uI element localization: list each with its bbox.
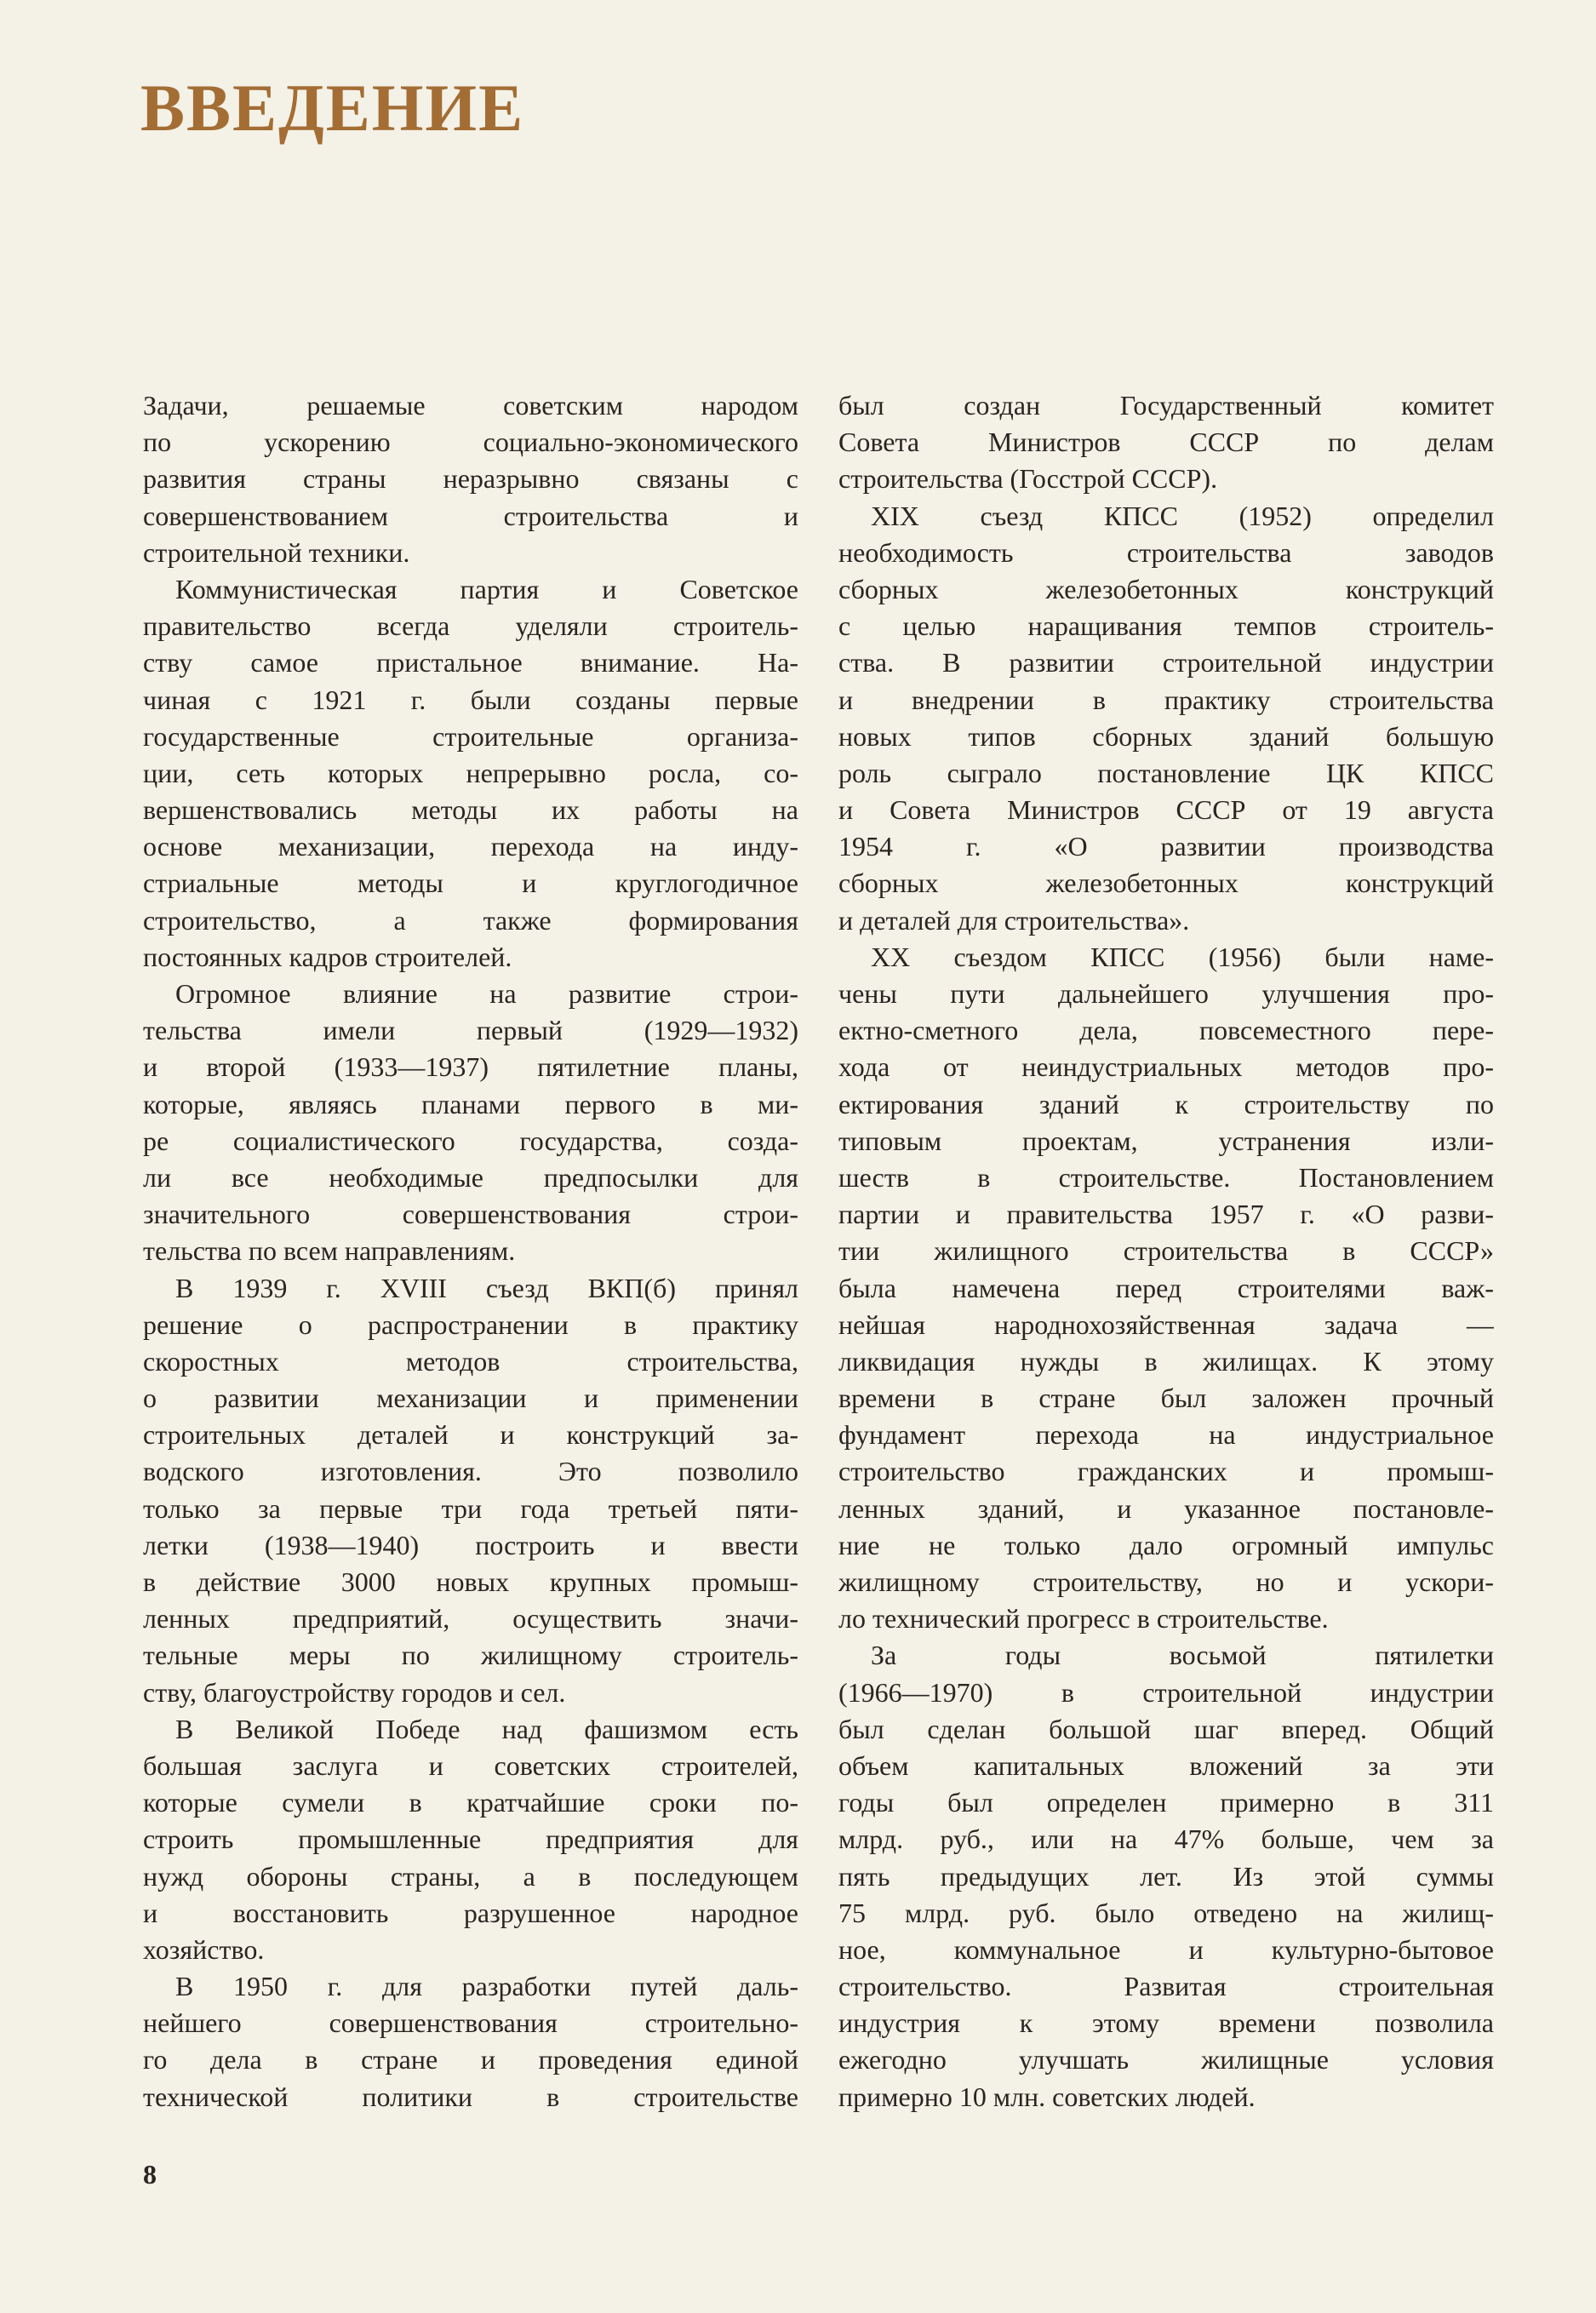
text-line: ежегодно улучшать жилищные условия [838, 2044, 1494, 2075]
text-line: ре социалистического государства, созда- [143, 1125, 798, 1156]
text-line: сборных железобетонных конструкций [838, 573, 1494, 604]
text-line: государственные строительные организа- [143, 720, 798, 752]
text-line: Задачи, решаемые советским народом [143, 390, 798, 421]
text-line: о развитии механизации и применении [143, 1383, 798, 1414]
text-line: и второй (1933—1937) пятилетние планы, [143, 1051, 798, 1083]
text-column-right [838, 387, 1494, 2115]
text-line: водского изготовления. Это позволило [143, 1456, 798, 1487]
text-line: была намечена перед строителями важ- [838, 1272, 1494, 1303]
text-line: роль сыграло постановление ЦК КПСС [838, 757, 1494, 788]
text-line: вершенствовались методы их работы на [143, 794, 798, 826]
text-line: 75 млрд. руб. было отведено на жилищ- [838, 1897, 1494, 1928]
text-line: примерно 10 млн. советских людей. [838, 2081, 1256, 2112]
text-line: необходимость строительства заводов [838, 536, 1494, 568]
text-line: Огромное влияние на развитие строи- [175, 978, 798, 1009]
text-line: ние не только дало огромный импульс [838, 1529, 1494, 1560]
text-line: тельства по всем направлениям. [143, 1235, 516, 1267]
text-line: ектно-сметного дела, повсеместного пере- [838, 1015, 1494, 1046]
text-line: В 1939 г. XVIII съезд ВКП(б) принял [175, 1272, 798, 1303]
text-column-left [143, 387, 798, 2115]
text-line: решение о распространении в практику [143, 1308, 798, 1340]
text-line: которые сумели в кратчайшие сроки по- [143, 1787, 798, 1818]
text-line: ликвидация нужды в жилищах. К этому [838, 1345, 1494, 1377]
text-line: пять предыдущих лет. Из этой суммы [838, 1860, 1494, 1892]
text-line: которые, являясь планами первого в ми- [143, 1088, 798, 1119]
text-line: нужд обороны страны, а в последующем [143, 1860, 798, 1892]
text-line: ции, сеть которых непрерывно росла, со- [143, 757, 798, 788]
text-line: шеств в строительстве. Постановлением [838, 1161, 1494, 1193]
text-line: стриальные методы и круглогодичное [143, 867, 798, 899]
text-line: ло технический прогресс в строительстве. [838, 1603, 1329, 1635]
text-line: строить промышленные предприятия для [143, 1823, 798, 1855]
page-title: ВВЕДЕНИЕ [140, 71, 525, 145]
text-line: и внедрении в практику строительства [838, 684, 1494, 715]
text-line: совершенствованием строительства и [143, 500, 798, 531]
text-line: строительство, а также формирования [143, 904, 798, 936]
text-line: в действие 3000 новых крупных промыш- [143, 1566, 798, 1597]
text-line: тельные меры по жилищному строитель- [143, 1640, 798, 1671]
text-line: новых типов сборных зданий большую [838, 720, 1494, 752]
text-line: тии жилищного строительства в СССР» [838, 1235, 1494, 1267]
text-line: ству самое пристальное внимание. На- [143, 647, 798, 678]
text-line: строительства (Госстрой СССР). [838, 463, 1218, 495]
text-line: хозяйство. [143, 1933, 265, 1965]
text-line: ленных зданий, и указанное постановле- [838, 1492, 1494, 1524]
text-line: строительной техники. [143, 536, 410, 568]
text-line: времени в стране был заложен прочный [838, 1383, 1494, 1414]
text-line: ленных предприятий, осуществить значи- [143, 1603, 798, 1635]
text-line: ли все необходимые предпосылки для [143, 1161, 798, 1193]
text-line: и восстановить разрушенное народное [143, 1897, 798, 1928]
text-line: по ускорению социально-экономического [143, 427, 798, 458]
text-line: значительного совершенствования строи- [143, 1199, 798, 1230]
text-line: тельства имели первый (1929—1932) [143, 1015, 798, 1046]
text-line: и Совета Министров СССР от 19 августа [838, 794, 1494, 826]
text-line: технической политики в строительстве [143, 2081, 798, 2112]
text-line: партии и правительства 1957 г. «О разви- [838, 1199, 1494, 1230]
text-line: ектирования зданий к строительству по [838, 1088, 1494, 1119]
text-line: (1966—1970) в строительной индустрии [838, 1676, 1494, 1708]
text-line: и деталей для строительства». [838, 904, 1190, 936]
page-number: 8 [143, 2159, 157, 2190]
text-line: развития страны неразрывно связаны с [143, 463, 798, 495]
text-line: жилищному строительству, но и ускори- [838, 1566, 1494, 1597]
text-line: летки (1938—1940) построить и ввести [143, 1529, 798, 1560]
text-line: ное, коммунальное и культурно-бытовое [838, 1933, 1494, 1965]
text-line: го дела в стране и проведения единой [143, 2044, 798, 2075]
text-line: За годы восьмой пятилетки [871, 1640, 1494, 1671]
text-line: индустрия к этому времени позволила [838, 2007, 1494, 2039]
text-line: 1954 г. «О развитии производства [838, 831, 1494, 862]
text-line: правительство всегда уделяли строитель- [143, 610, 798, 642]
text-line: большая заслуга и советских строителей, [143, 1749, 798, 1781]
text-line: хода от неиндустриальных методов про- [838, 1051, 1494, 1083]
text-line: чены пути дальнейшего улучшения про- [838, 978, 1494, 1009]
text-line: только за первые три года третьей пяти- [143, 1492, 798, 1524]
text-line: ству, благоустройству городов и сел. [143, 1676, 566, 1708]
text-line: нейшего совершенствования строительно- [143, 2007, 798, 2039]
text-line: фундамент перехода на индустриальное [838, 1419, 1494, 1451]
text-line: строительных деталей и конструкций за- [143, 1419, 798, 1451]
text-line: был сделан большой шаг вперед. Общий [838, 1713, 1494, 1744]
text-line: В 1950 г. для разработки путей даль- [175, 1971, 798, 2002]
text-line: скоростных методов строительства, [143, 1345, 798, 1377]
text-line: млрд. руб., или на 47% больше, чем за [838, 1823, 1494, 1855]
text-line: строительство гражданских и промыш- [838, 1456, 1494, 1487]
text-line: Коммунистическая партия и Советское [175, 573, 798, 604]
text-line: постоянных кадров строителей. [143, 941, 512, 972]
text-line: строительство. Развитая строительная [838, 1971, 1494, 2002]
text-line: чиная с 1921 г. были созданы первые [143, 684, 798, 715]
text-line: основе механизации, перехода на инду- [143, 831, 798, 862]
text-line: был создан Государственный комитет [838, 390, 1494, 421]
text-line: типовым проектам, устранения изли- [838, 1125, 1494, 1156]
text-line: XX съездом КПСС (1956) были наме- [871, 941, 1494, 972]
text-line: XIX съезд КПСС (1952) определил [871, 500, 1494, 531]
text-line: сборных железобетонных конструкций [838, 867, 1494, 899]
text-line: ства. В развитии строительной индустрии [838, 647, 1494, 678]
text-line: объем капитальных вложений за эти [838, 1749, 1494, 1781]
text-line: В Великой Победе над фашизмом есть [175, 1713, 798, 1744]
text-line: нейшая народнохозяйственная задача — [838, 1308, 1494, 1340]
text-line: с целью наращивания темпов строитель- [838, 610, 1494, 642]
text-line: Совета Министров СССР по делам [838, 427, 1494, 458]
text-line: годы был определен примерно в 311 [838, 1787, 1494, 1818]
